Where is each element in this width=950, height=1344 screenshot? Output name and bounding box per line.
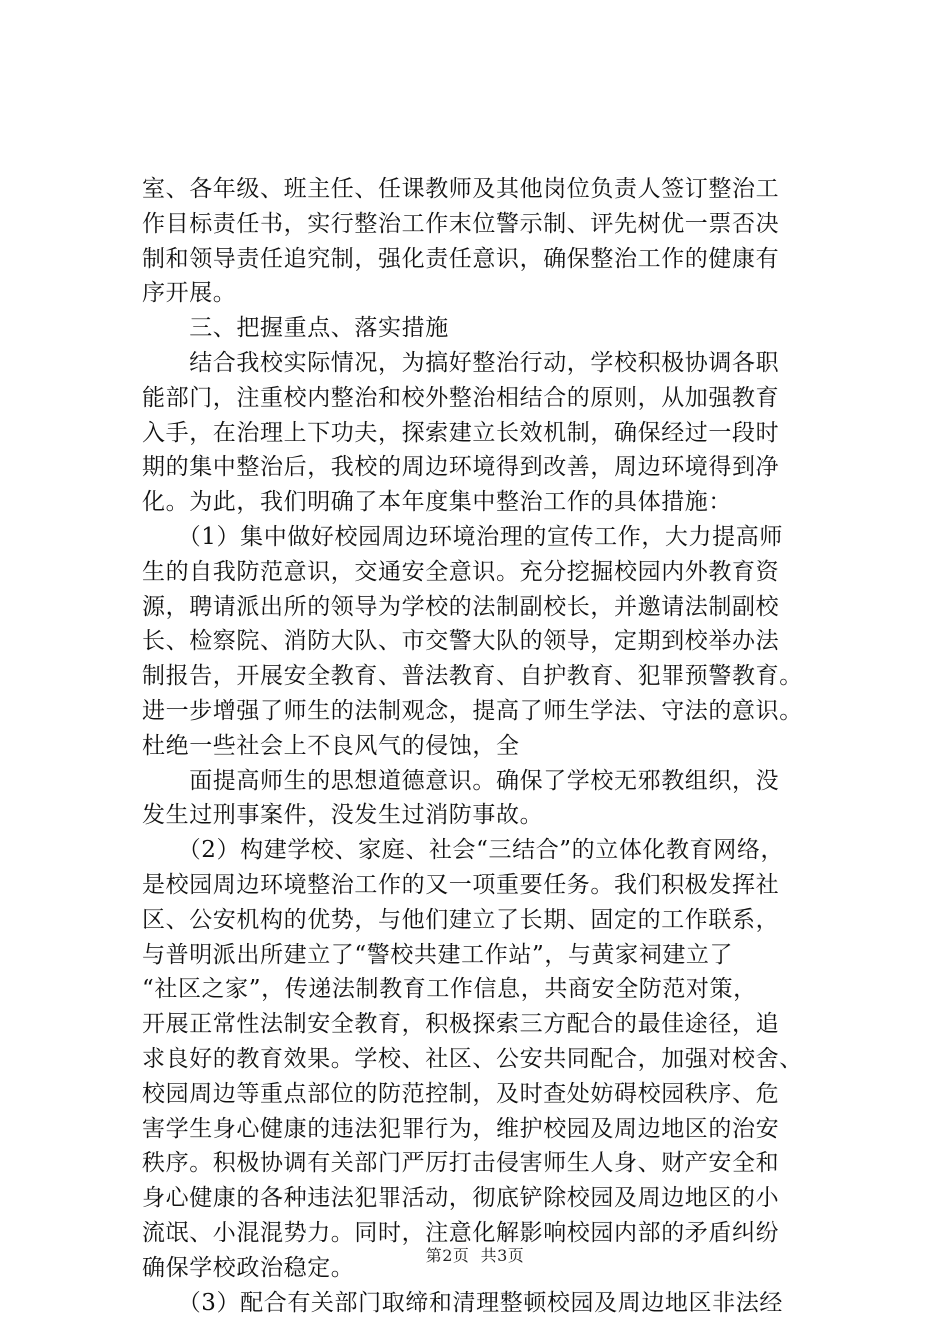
text-line: 能部门，注重校内整治和校外整治相结合的原则，从加强教育 xyxy=(142,384,780,411)
text-line: 结合我校实际情况，为搞好整治行动，学校积极协调各职 xyxy=(142,349,780,376)
text-line: 制和领导责任追究制，强化责任意识，确保整治工作的健康有 xyxy=(142,245,780,272)
text-line: 化。为此，我们明确了本年度集中整治工作的具体措施： xyxy=(142,489,732,516)
text-line: 制报告，开展安全教育、普法教育、自护教育、犯罪预警教育。 xyxy=(142,663,803,690)
text-line: 确保学校政治稳定。 xyxy=(142,1254,355,1281)
text-line: 流氓、小混混势力。同时，注意化解影响校园内部的矛盾纠纷 xyxy=(142,1219,780,1246)
text-line: “社区之家”，传递法制教育工作信息，共商安全防范对策， xyxy=(142,976,757,1003)
text-line: 期的集中整治后，我校的周边环境得到改善，周边环境得到净 xyxy=(142,454,780,481)
text-line: 作目标责任书，实行整治工作末位警示制、评先树优一票否决 xyxy=(142,210,780,237)
text-line: 杜绝一些社会上不良风气的侵蚀，全 xyxy=(142,732,520,759)
text-line: 秩序。积极协调有关部门严厉打击侵害师生人身、财产安全和 xyxy=(142,1150,780,1177)
text-line: （2）构建学校、家庭、社会“三结合”的立体化教育网络， xyxy=(142,837,785,864)
text-line: 源，聘请派出所的领导为学校的法制副校长，并邀请法制副校 xyxy=(142,593,780,620)
text-line: （1）集中做好校园周边环境治理的宣传工作，大力提高师 xyxy=(142,523,783,550)
text-line: 生的自我防范意识，交通安全意识。充分挖掘校园内外教育资 xyxy=(142,558,780,585)
text-line: 与普明派出所建立了“警校共建工作站”，与黄家祠建立了 xyxy=(142,941,734,968)
text-line: 是校园周边环境整治工作的又一项重要任务。我们积极发挥社 xyxy=(142,871,780,898)
text-line: 进一步增强了师生的法制观念，提高了师生学法、守法的意识。 xyxy=(142,697,803,724)
page-number: 第2页 共3页 xyxy=(425,1246,525,1265)
text-line: 面提高师生的思想道德意识。确保了学校无邪教组织，没 xyxy=(142,767,780,794)
text-line: 身心健康的各种违法犯罪活动，彻底铲除校园及周边地区的小 xyxy=(142,1185,780,1212)
page-footer xyxy=(0,1243,950,1266)
text-line: 求良好的教育效果。学校、社区、公安共同配合，加强对校舍、 xyxy=(142,1045,803,1072)
text-line: 校园周边等重点部位的防范控制，及时查处妨碍校园秩序、危 xyxy=(142,1080,780,1107)
section-heading: 三、把握重点、落实措施 xyxy=(142,315,449,342)
text-line: 室、各年级、班主任、任课教师及其他岗位负责人签订整治工 xyxy=(142,176,780,202)
text-line: 长、检察院、消防大队、市交警大队的领导，定期到校举办法 xyxy=(142,628,780,655)
document-body xyxy=(142,172,832,1320)
text-line: 入手，在治理上下功夫，探索建立长效机制，确保经过一段时 xyxy=(142,419,780,446)
text-line: 区、公安机构的优势，与他们建立了长期、固定的工作联系， xyxy=(142,906,780,933)
text-line: 序开展。 xyxy=(142,280,237,307)
text-line: （3）配合有关部门取缔和清理整顿校园及周边地区非法经 xyxy=(142,1289,783,1316)
text-line: 发生过刑事案件，没发生过消防事故。 xyxy=(142,802,544,829)
text-line: 害学生身心健康的违法犯罪行为，维护校园及周边地区的治安 xyxy=(142,1115,780,1142)
text-line: 开展正常性法制安全教育，积极探索三方配合的最佳途径，追 xyxy=(142,1011,780,1038)
